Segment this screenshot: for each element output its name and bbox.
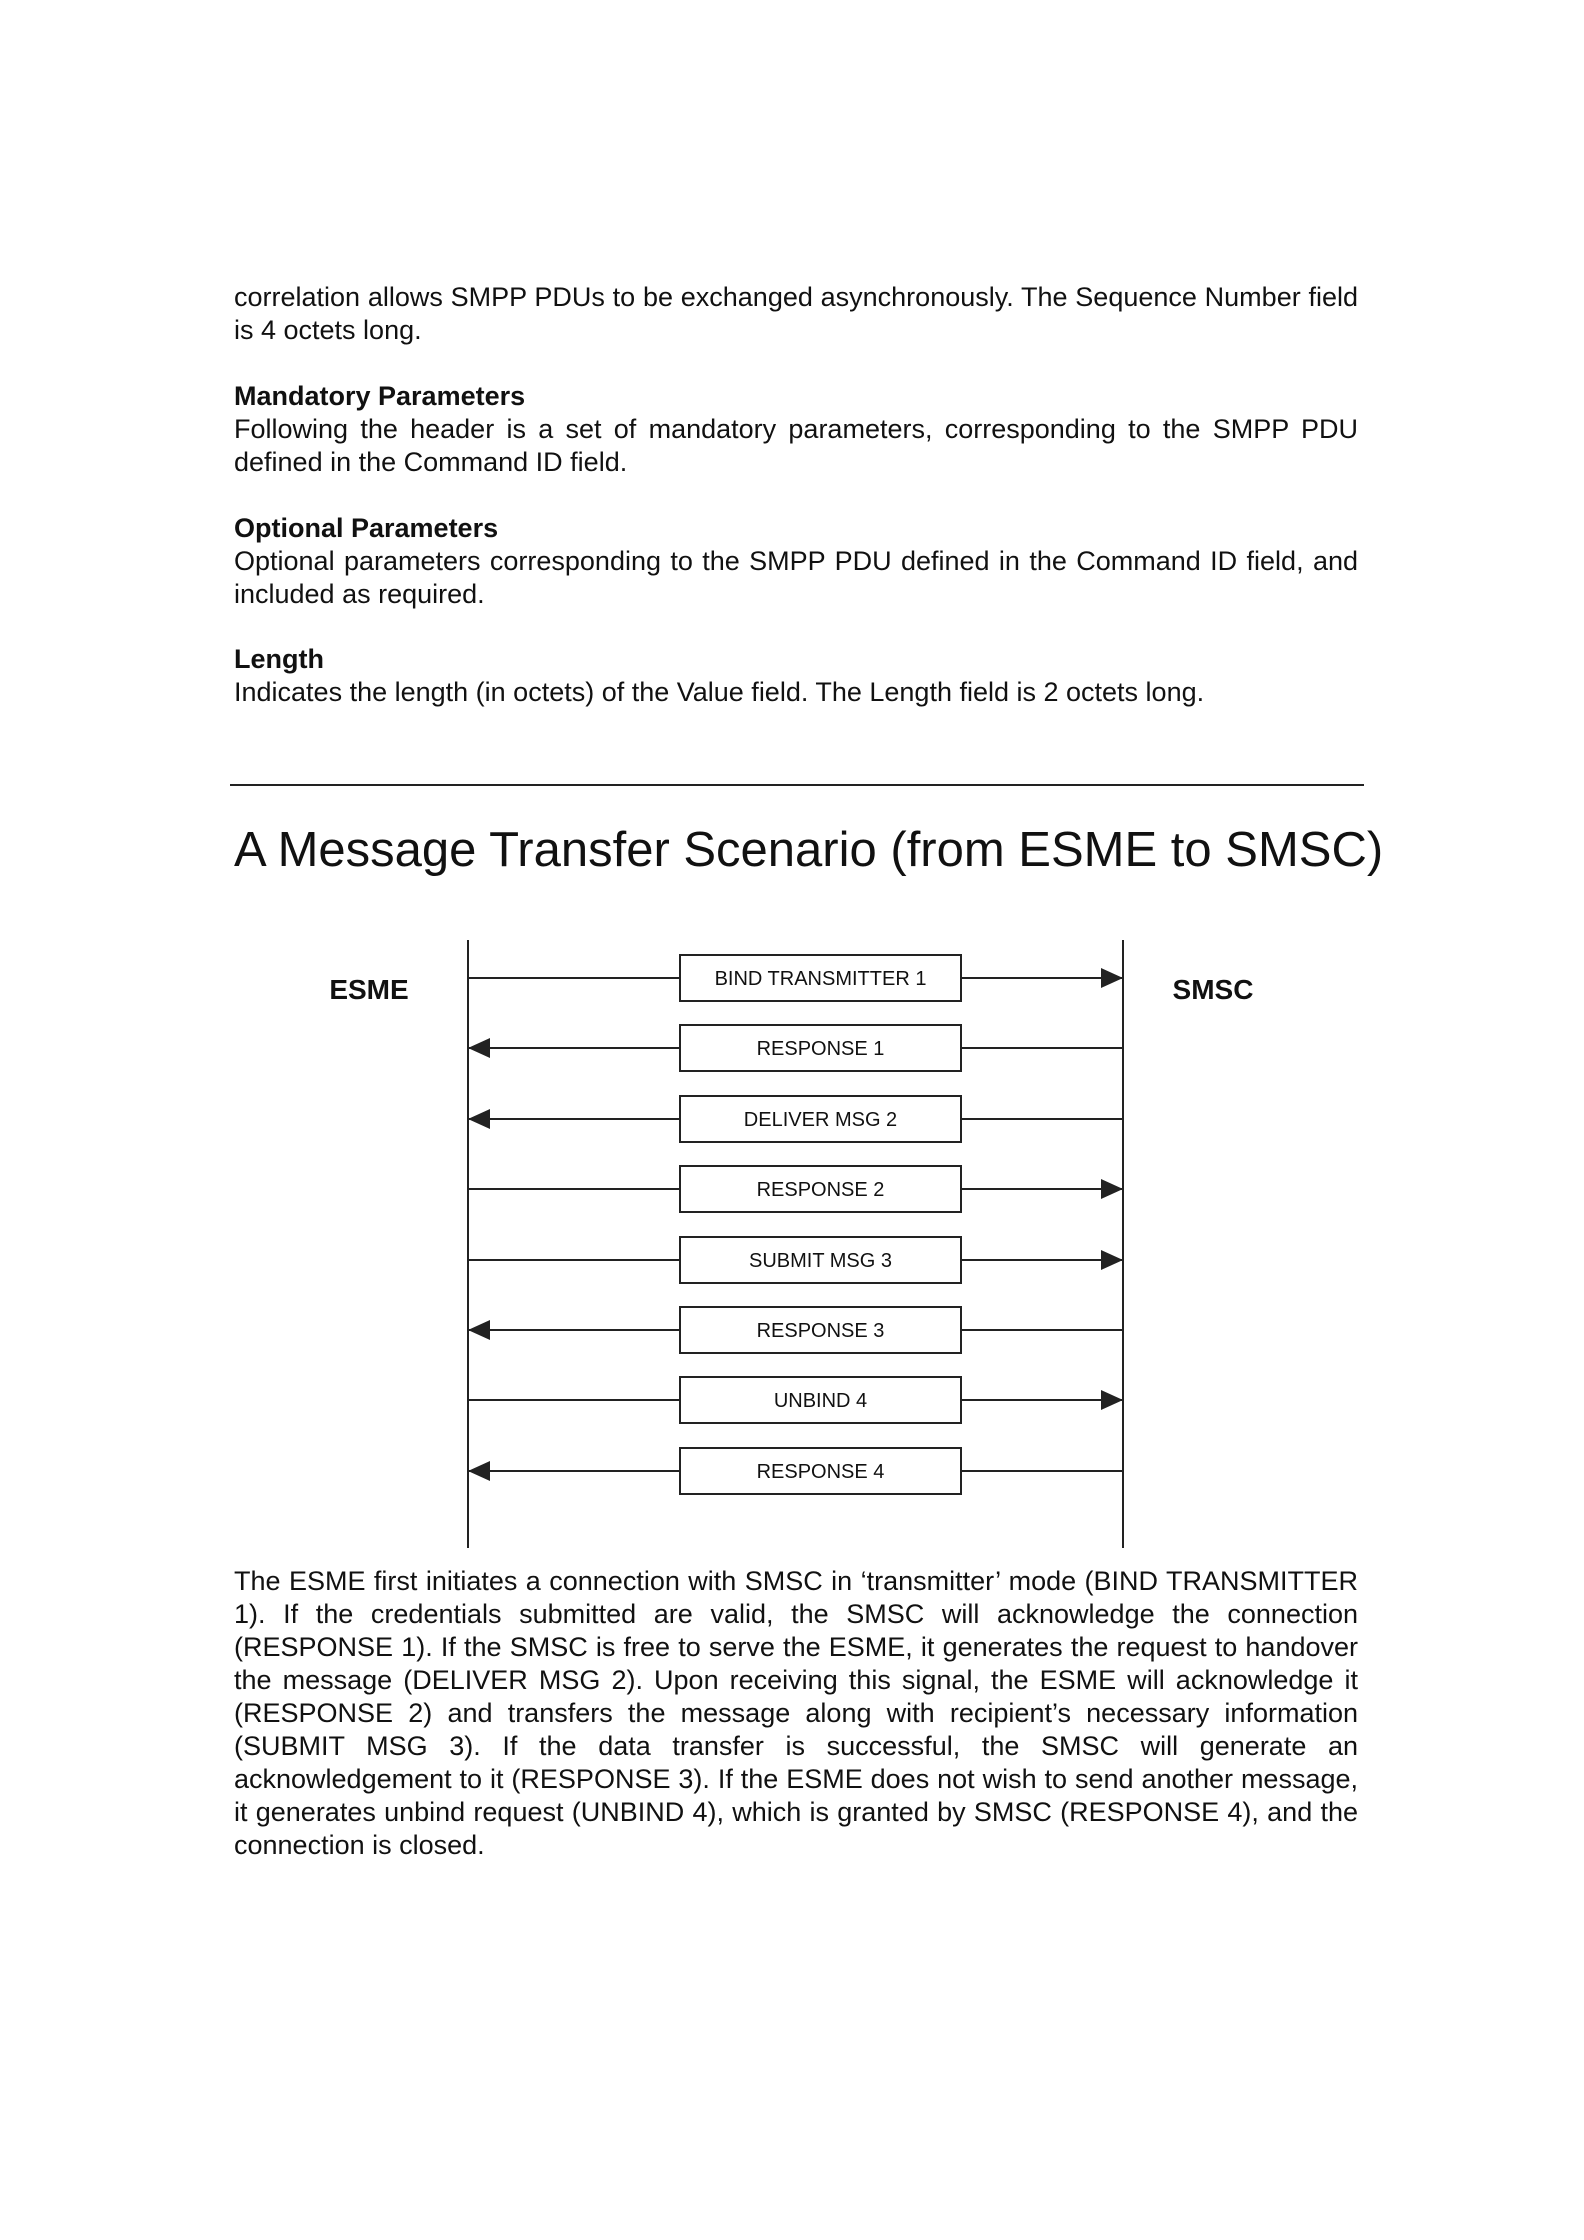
message-row: [468, 1377, 1123, 1423]
arrowhead-icon: [468, 1461, 490, 1481]
message-row: [468, 1166, 1123, 1212]
arrowhead-icon: [468, 1320, 490, 1340]
message-row: [468, 1096, 1123, 1142]
arrowhead-icon: [1101, 1179, 1123, 1199]
message-label: RESPONSE 2: [756, 1179, 885, 1201]
message-label: RESPONSE 4: [756, 1461, 885, 1483]
scenario-description-text: The ESME first initiates a connection with SMSC in ‘transmitter’ mode (BIND TRANSMITTER 1). If the credentials submitted are valid, the SMSC will acknowledge the connection (RESPONSE 1). If the SMSC is free to serve the ESME, it generates the request to handover the message (DELIVER MSG 2). Upon receiving this signal, the ESME will acknowledge it (RESPONSE 2) and transfers the message along with recipient’s necessary information (SUBMIT MSG 3). If the data transfer is successful, the SMSC will generate an acknowledgement to it (RESPONSE 3). If the ESME does not wish to send another message, it generates unbind request (UNBIND 4), which is granted by SMSC (RESPONSE 4), and the connection is closed.: [234, 1566, 1358, 1860]
optional-parameters-heading: Optional Parameters: [234, 513, 499, 543]
message-row: [468, 1025, 1123, 1071]
page-title: A Message Transfer Scenario (from ESME to SMSC): [234, 823, 1384, 877]
arrowhead-icon: [1101, 1390, 1123, 1410]
message-label: DELIVER MSG 2: [743, 1109, 898, 1131]
mandatory-parameters-body: Following the header is a set of mandatory parameters, corresponding to the SMPP PDU defined in the Command ID field.: [234, 414, 1358, 477]
length-body: Indicates the length (in octets) of the Value field. The Length field is 2 octets long.: [234, 677, 1205, 707]
message-row: [468, 1307, 1123, 1353]
message-label: BIND TRANSMITTER 1: [714, 968, 927, 990]
esme-label: ESME: [329, 974, 409, 1005]
mandatory-parameters-heading: Mandatory Parameters: [234, 381, 526, 411]
message-row: [468, 955, 1123, 1001]
message-label: UNBIND 4: [773, 1390, 868, 1412]
length-heading: Length: [234, 644, 324, 674]
message-row: [468, 1237, 1123, 1283]
smsc-label: SMSC: [1172, 974, 1254, 1005]
optional-parameters-body: Optional parameters corresponding to the SMPP PDU defined in the Command ID field, and included as required.: [234, 546, 1358, 609]
scenario-description: [234, 1565, 1358, 1862]
message-list: [468, 955, 1123, 1494]
message-label: RESPONSE 1: [756, 1038, 885, 1060]
arrowhead-icon: [1101, 968, 1123, 988]
message-label: SUBMIT MSG 3: [749, 1250, 892, 1272]
arrowhead-icon: [468, 1038, 490, 1058]
intro-text: correlation allows SMPP PDUs to be exchanged asynchronously. The Sequence Number field is 4 octets long.: [234, 282, 1358, 345]
message-row: [468, 1448, 1123, 1494]
message-label: RESPONSE 3: [756, 1320, 885, 1342]
arrowhead-icon: [468, 1109, 490, 1129]
arrowhead-icon: [1101, 1250, 1123, 1270]
